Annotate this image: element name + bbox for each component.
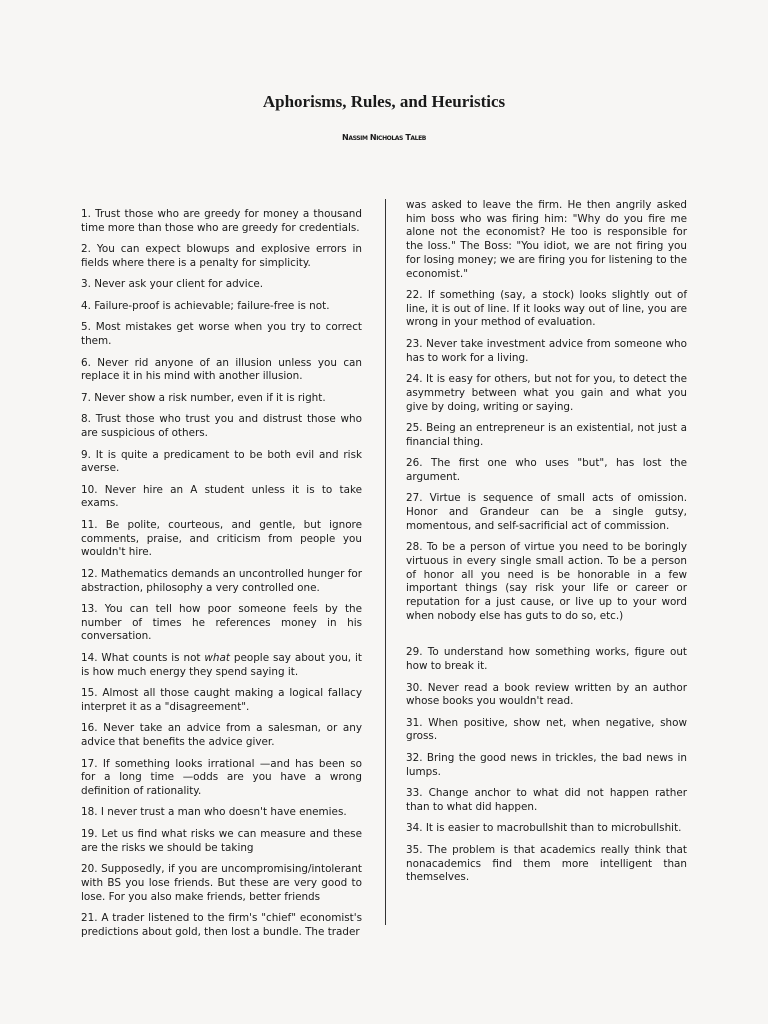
aphorism-emphasis: what	[204, 651, 230, 664]
aphorism-item: 29. To understand how something works, figure out how to break it.	[406, 646, 687, 673]
aphorism-item: 13. You can tell how poor someone feels by the number of times he references money in his conversation.	[81, 603, 362, 643]
aphorism-item: 32. Bring the good news in trickles, the bad news in lumps.	[406, 751, 687, 778]
aphorism-item: 15. Almost all those caught making a logical fallacy interpret it as a "disagreement".	[81, 687, 362, 713]
aphorism-item: 21. A trader listened to the firm's "chief" economist's predictions about gold, then lost a bundle. The trader	[81, 912, 362, 938]
left-column	[81, 208, 362, 947]
aphorism-text: 14. What counts is not	[81, 651, 205, 664]
aphorism-item: 27. Virtue is sequence of small acts of omission. Honor and Grandeur can be a single gutsy, momentous, and self-sacrificial act of commission.	[406, 492, 687, 532]
author-name: Nassim Nicholas Taleb	[342, 133, 426, 142]
aphorism-item: 20. Supposedly, if you are uncompromising/intolerant with BS you lose friends. But these are very good to lose. For you also make friends, better friends	[81, 863, 362, 903]
aphorism-item: 8. Trust those who trust you and distrust those who are suspicious of others.	[81, 413, 362, 440]
aphorism-item: 17. If something looks irrational —and has been so for a long time —odds are you have a wrong definition of rationality.	[81, 757, 362, 797]
aphorism-item: 22. If something (say, a stock) looks slightly out of line, it is out of line. If it looks way out of line, you are wrong in your method of evaluation.	[406, 289, 687, 329]
aphorism-item: 5. Most mistakes get worse when you try to correct them.	[81, 321, 362, 348]
aphorism-item: 1. Trust those who are greedy for money a thousand time more than those who are greedy for credentials.	[81, 208, 362, 234]
aphorism-item: 6. Never rid anyone of an illusion unless you can replace it in his mind with another illusion.	[81, 356, 362, 383]
aphorism-item: 23. Never take investment advice from someone who has to work for a living.	[406, 337, 687, 364]
aphorism-text: people say about you, it is how much energy they spend saying it.	[81, 651, 362, 678]
aphorism-item: 4. Failure-proof is achievable; failure-free is not.	[81, 299, 330, 312]
aphorism-item	[81, 652, 362, 679]
paragraph-gap	[406, 631, 687, 646]
aphorism-item: 12. Mathematics demands an uncontrolled hunger for abstraction, philosophy a very controlled one.	[81, 567, 362, 594]
aphorism-item: was asked to leave the firm. He then angrily asked him boss who was firing him: "Why do you fire me alone not the economist? He too is responsible for the loss." The Boss: "You idiot, we are not firing you for losing money; we are firing you for listening to the economist."	[406, 199, 687, 280]
aphorism-item: 34. It is easier to macrobullshit than to microbullshit.	[406, 822, 682, 835]
aphorism-item: 19. Let us find what risks we can measure and these are the risks we should be taking	[81, 827, 362, 854]
aphorism-item: 2. You can expect blowups and explosive errors in fields where there is a penalty for simplicity.	[81, 243, 362, 269]
aphorism-item: 25. Being an entrepreneur is an existential, not just a financial thing.	[406, 422, 687, 448]
aphorism-item: 3. Never ask your client for advice.	[81, 278, 264, 291]
aphorism-item: 35. The problem is that academics really think that nonacademics find them more intelligent than themselves.	[406, 843, 687, 884]
aphorism-item: 24. It is easy for others, but not for you, to detect the asymmetry between what you gain and what you give by doing, writing or saying.	[406, 373, 687, 413]
aphorism-item: 28. To be a person of virtue you need to be boringly virtuous in every single small action. To be a person of honor all you need is be honorable in a few important things (say risk your life or career or reputation for a just cause, or live up to your word when nobody else has guts to do so, etc.)	[406, 541, 687, 622]
aphorism-item: 31. When positive, show net, when negative, show gross.	[406, 716, 687, 743]
aphorism-item: 16. Never take an advice from a salesman, or any advice that benefits the advice giver.	[81, 722, 362, 749]
aphorism-item: 30. Never read a book review written by an author whose books you wouldn't read.	[406, 681, 687, 708]
aphorism-item: 7. Never show a risk number, even if it is right.	[81, 391, 326, 404]
aphorism-item: 11. Be polite, courteous, and gentle, but ignore comments, praise, and criticism from people you wouldn't hire.	[81, 518, 362, 559]
aphorism-item: 18. I never trust a man who doesn't have enemies.	[81, 806, 347, 819]
right-column	[406, 199, 687, 893]
column-divider	[385, 199, 386, 925]
aphorism-item: 33. Change anchor to what did not happen rather than to what did happen.	[406, 787, 687, 813]
document-title: Aphorisms, Rules, and Heuristics	[262, 92, 506, 111]
aphorism-item: 10. Never hire an A student unless it is to take exams.	[81, 483, 362, 510]
aphorism-item: 26. The first one who uses "but", has lost the argument.	[406, 457, 687, 483]
aphorism-item: 9. It is quite a predicament to be both evil and risk averse.	[81, 448, 362, 475]
